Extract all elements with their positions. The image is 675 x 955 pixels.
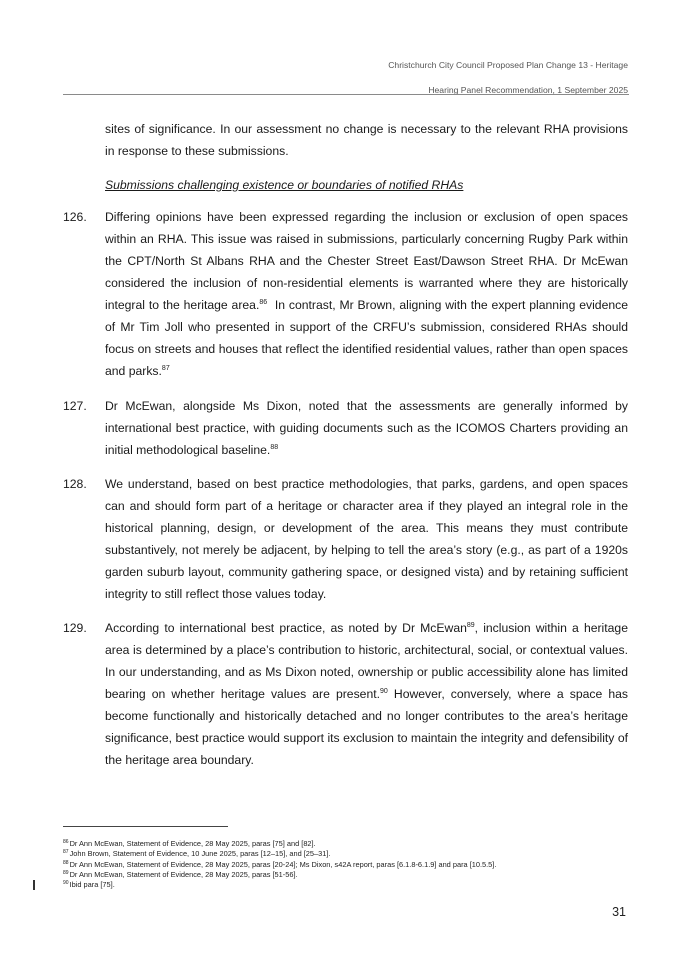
paragraph-text: We understand, based on best practice methodologies, that parks, gardens, and open spaces can and should form part of a heritage or character area if they played an integral role in the historical planning, design, or development of the area. This means they must contribute substantively, not merely be adjacent, by helping to tell the area’s story (e.g., as part of a 1920s garden suburb layout, community gathering space, or designed vista) and by retaining sufficient integrity to still reflect those values today. — [105, 477, 628, 601]
footnotes — [63, 839, 643, 890]
page-header — [388, 53, 628, 103]
footnote-88: $^{88}$Dr Ann McEwan, Statement of Evidence, 28 May 2025, paras [20-24]; Ms Dixon, s42A report, paras [6.1.8-6.1.9] and para [10.5.5]. — [63, 859, 497, 869]
footnote-ref-87[interactable]: 87 — [161, 365, 170, 372]
paragraph-number: 127. — [63, 399, 87, 413]
paragraph-text: According to international best practice, as noted by Dr McEwan$^{89}$, inclusion within a heritage area is determined by a place’s contribution to historic, architectural, social, or contextual values. In our understanding, and as Ms Dixon noted, ownership or public accessibility alone has limited bearing on whether heritage values are present.$^{90}$ However, conversely, where a space has become functionally and historically detached and no longer contributes to the area’s heritage significance, best practice would support its exclusion to maintain the integrity and defensibility of the heritage area boundary. — [105, 621, 629, 767]
footnote-ref-89[interactable]: 89 — [466, 622, 475, 629]
footnote-ref-90[interactable]: 90 — [380, 688, 388, 695]
paragraph-127 — [63, 395, 628, 461]
header-document-title: Christchurch City Council Proposed Plan Change 13 - Heritage — [388, 60, 628, 70]
footnote-86: $^{86}$Dr Ann McEwan, Statement of Evidence, 28 May 2025, paras [75] and [82]. — [63, 839, 316, 848]
paragraph-number: 128. — [63, 477, 87, 491]
paragraph-number: 126. — [63, 210, 87, 224]
section-heading: Submissions challenging existence or boundaries of notified RHAs — [105, 178, 464, 192]
header-document-subtitle: Hearing Panel Recommendation, 1 September 2025 — [428, 85, 628, 95]
paragraph-128 — [63, 473, 628, 605]
footnote-87: $^{87}$John Brown, Statement of Evidence, 10 June 2025, paras [12–15], and [25–31]. — [63, 849, 331, 859]
footnote-ref-88[interactable]: 88 — [270, 444, 279, 451]
continuation-paragraph: sites of significance. In our assessment no change is necessary to the relevant RHA provisions in response to these submissions. — [105, 122, 628, 158]
paragraph-129 — [63, 617, 628, 771]
paragraph-number: 129. — [63, 621, 87, 635]
header-rule — [63, 94, 629, 95]
footnote-90: $^{90}$Ibid para [75]. — [63, 880, 115, 890]
footnote-89: $^{89}$Dr Ann McEwan, Statement of Evidence, 28 May 2025, paras [51-56]. — [63, 869, 298, 879]
paragraph-126 — [63, 206, 628, 382]
paragraph-text: Dr McEwan, alongside Ms Dixon, noted that the assessments are generally informed by international best practice, with guiding documents such as the ICOMOS Charters providing an initial methodological baseline.$^{88}$ — [105, 399, 628, 457]
footnote-ref-86[interactable]: 86 — [259, 299, 268, 306]
revision-change-bar — [33, 880, 35, 890]
paragraph-text: Differing opinions have been expressed regarding the inclusion or exclusion of open spaces within an RHA. This issue was raised in submissions, particularly concerning Rugby Park within the CPT/North St Albans RHA and the Chester Street East/Dawson Street RHA. Dr McEwan considered the inclusion of non-residential elements is warranted where they are historically integral to the heritage area.$^{86}$ In contrast, Mr Brown, aligning with the expert planning evidence of Mr Tim Joll who presented in support of the CRFU’s submission, considered RHAs should focus on streets and houses that reflect the identified residential values, rather than open spaces and parks.$^{87}$ — [105, 210, 628, 378]
footnote-separator — [63, 826, 228, 827]
page-number: 31 — [612, 905, 626, 919]
